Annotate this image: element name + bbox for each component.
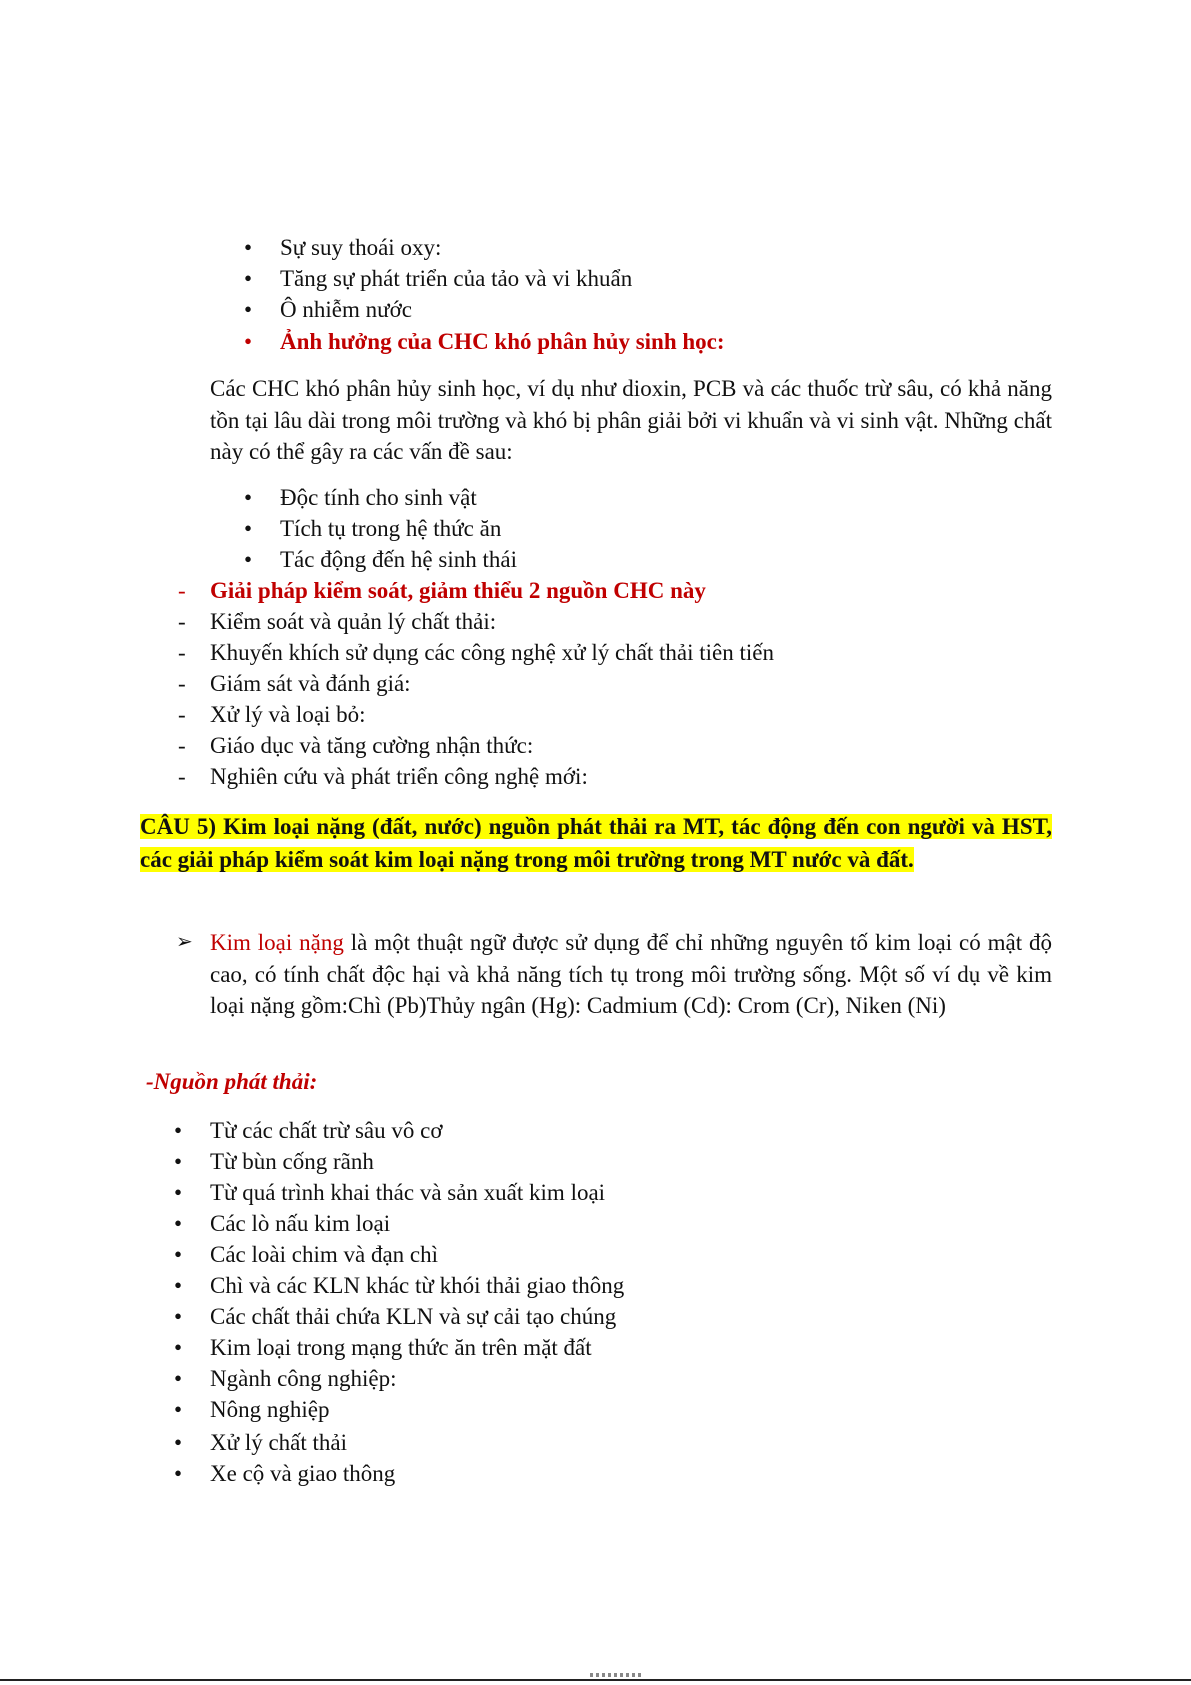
solution-item: Xử lý và loại bỏ:	[210, 702, 366, 727]
dash-marker: -	[178, 764, 186, 789]
bullet-icon: •	[173, 1366, 183, 1391]
source-item: Từ quá trình khai thác và sản xuất kim loại	[210, 1180, 606, 1205]
bullet-icon: •	[243, 516, 253, 541]
list-item: Ô nhiễm nước	[280, 297, 412, 322]
source-item: Kim loại trong mạng thức ăn trên mặt đất	[210, 1335, 592, 1360]
bullet-icon: •	[243, 329, 253, 354]
source-item: Chì và các KLN khác từ khói thải giao thông	[210, 1273, 625, 1298]
source-item: Xe cộ và giao thông	[210, 1461, 396, 1486]
dash-marker: -	[178, 578, 186, 603]
bullet-icon: •	[173, 1211, 183, 1236]
source-item: Nông nghiệp	[210, 1397, 330, 1422]
bullet-icon: •	[173, 1180, 183, 1205]
dash-marker: -	[178, 609, 186, 634]
list-item: Tích tụ trong hệ thức ăn	[280, 516, 502, 541]
sources-title: -Nguồn phát thải:	[146, 1069, 318, 1094]
bullet-icon: •	[243, 297, 253, 322]
bullet-icon: •	[173, 1304, 183, 1329]
source-item: Các lò nấu kim loại	[210, 1211, 391, 1236]
bullet-icon: •	[243, 235, 253, 260]
list-item: Tăng sự phát triển của tảo và vi khuẩn	[280, 266, 633, 291]
solution-item: Khuyến khích sử dụng các công nghệ xử lý chất thải tiên tiến	[210, 640, 775, 665]
heavy-metal-definition: là một thuật ngữ được sử dụng để chỉ những nguyên tố kim loại có mật độ cao, có tính chất độc hại và khả năng tích tụ trong môi trường sống. Một số ví dụ về kim loại nặng gồm:Chì (Pb)Thủy ngân (Hg): Cadmium (Cd): Crom (Cr), Niken (Ni)	[210, 930, 1052, 1018]
heavy-metal-paragraph	[210, 927, 1052, 1022]
footer-divider	[0, 1679, 1191, 1681]
bullet-icon: •	[243, 266, 253, 291]
source-item: Ngành công nghiệp:	[210, 1366, 397, 1391]
dash-marker: -	[178, 733, 186, 758]
solution-item: Nghiên cứu và phát triển công nghệ mới:	[210, 764, 588, 789]
solution-item: Kiểm soát và quản lý chất thải:	[210, 609, 497, 634]
list-item: Tác động đến hệ sinh thái	[280, 547, 517, 572]
subsection-title: Ảnh hưởng của CHC khó phân hủy sinh học:	[280, 329, 725, 354]
solutions-title: Giải pháp kiểm soát, giảm thiểu 2 nguồn CHC này	[210, 578, 706, 603]
source-item: Từ bùn cống rãnh	[210, 1149, 374, 1174]
chc-paragraph: Các CHC khó phân hủy sinh học, ví dụ như dioxin, PCB và các thuốc trừ sâu, có khả năng tồn tại lâu dài trong môi trường và khó bị phân giải bởi vi khuẩn và vi sinh vật. Những chất này có thể gây ra các vấn đề sau:	[210, 376, 1052, 464]
bullet-icon: •	[173, 1118, 183, 1143]
source-item: Các loài chim và đạn chì	[210, 1242, 439, 1267]
question5-heading	[140, 810, 1052, 876]
dash-marker: -	[178, 640, 186, 665]
bullet-icon: •	[243, 547, 253, 572]
bullet-icon: •	[173, 1461, 183, 1486]
bullet-icon: •	[173, 1335, 183, 1360]
solution-item: Giáo dục và tăng cường nhận thức:	[210, 733, 534, 758]
bullet-icon: •	[243, 485, 253, 510]
source-item: Các chất thải chứa KLN và sự cải tạo chúng	[210, 1304, 617, 1329]
dash-marker: -	[178, 671, 186, 696]
source-item: Xử lý chất thải	[210, 1430, 348, 1455]
bullet-icon: •	[173, 1397, 183, 1422]
bullet-icon: •	[173, 1430, 183, 1455]
bullet-icon: •	[173, 1242, 183, 1267]
question5-heading-text: CÂU 5) Kim loại nặng (đất, nước) nguồn phát thải ra MT, tác động đến con người và HST, các giải pháp kiểm soát kim loại nặng trong môi trường trong MT nước và đất.	[140, 814, 1052, 872]
footer-mark	[590, 1673, 642, 1677]
dash-marker: -	[178, 702, 186, 727]
list-item: Sự suy thoái oxy:	[280, 235, 442, 260]
solution-item: Giám sát và đánh giá:	[210, 671, 411, 696]
arrow-bullet-icon: ➢	[176, 931, 193, 953]
source-item: Từ các chất trừ sâu vô cơ	[210, 1118, 443, 1143]
bullet-icon: •	[173, 1149, 183, 1174]
list-item: Độc tính cho sinh vật	[280, 485, 477, 510]
heavy-metal-term: Kim loại nặng	[210, 930, 344, 955]
bullet-icon: •	[173, 1273, 183, 1298]
